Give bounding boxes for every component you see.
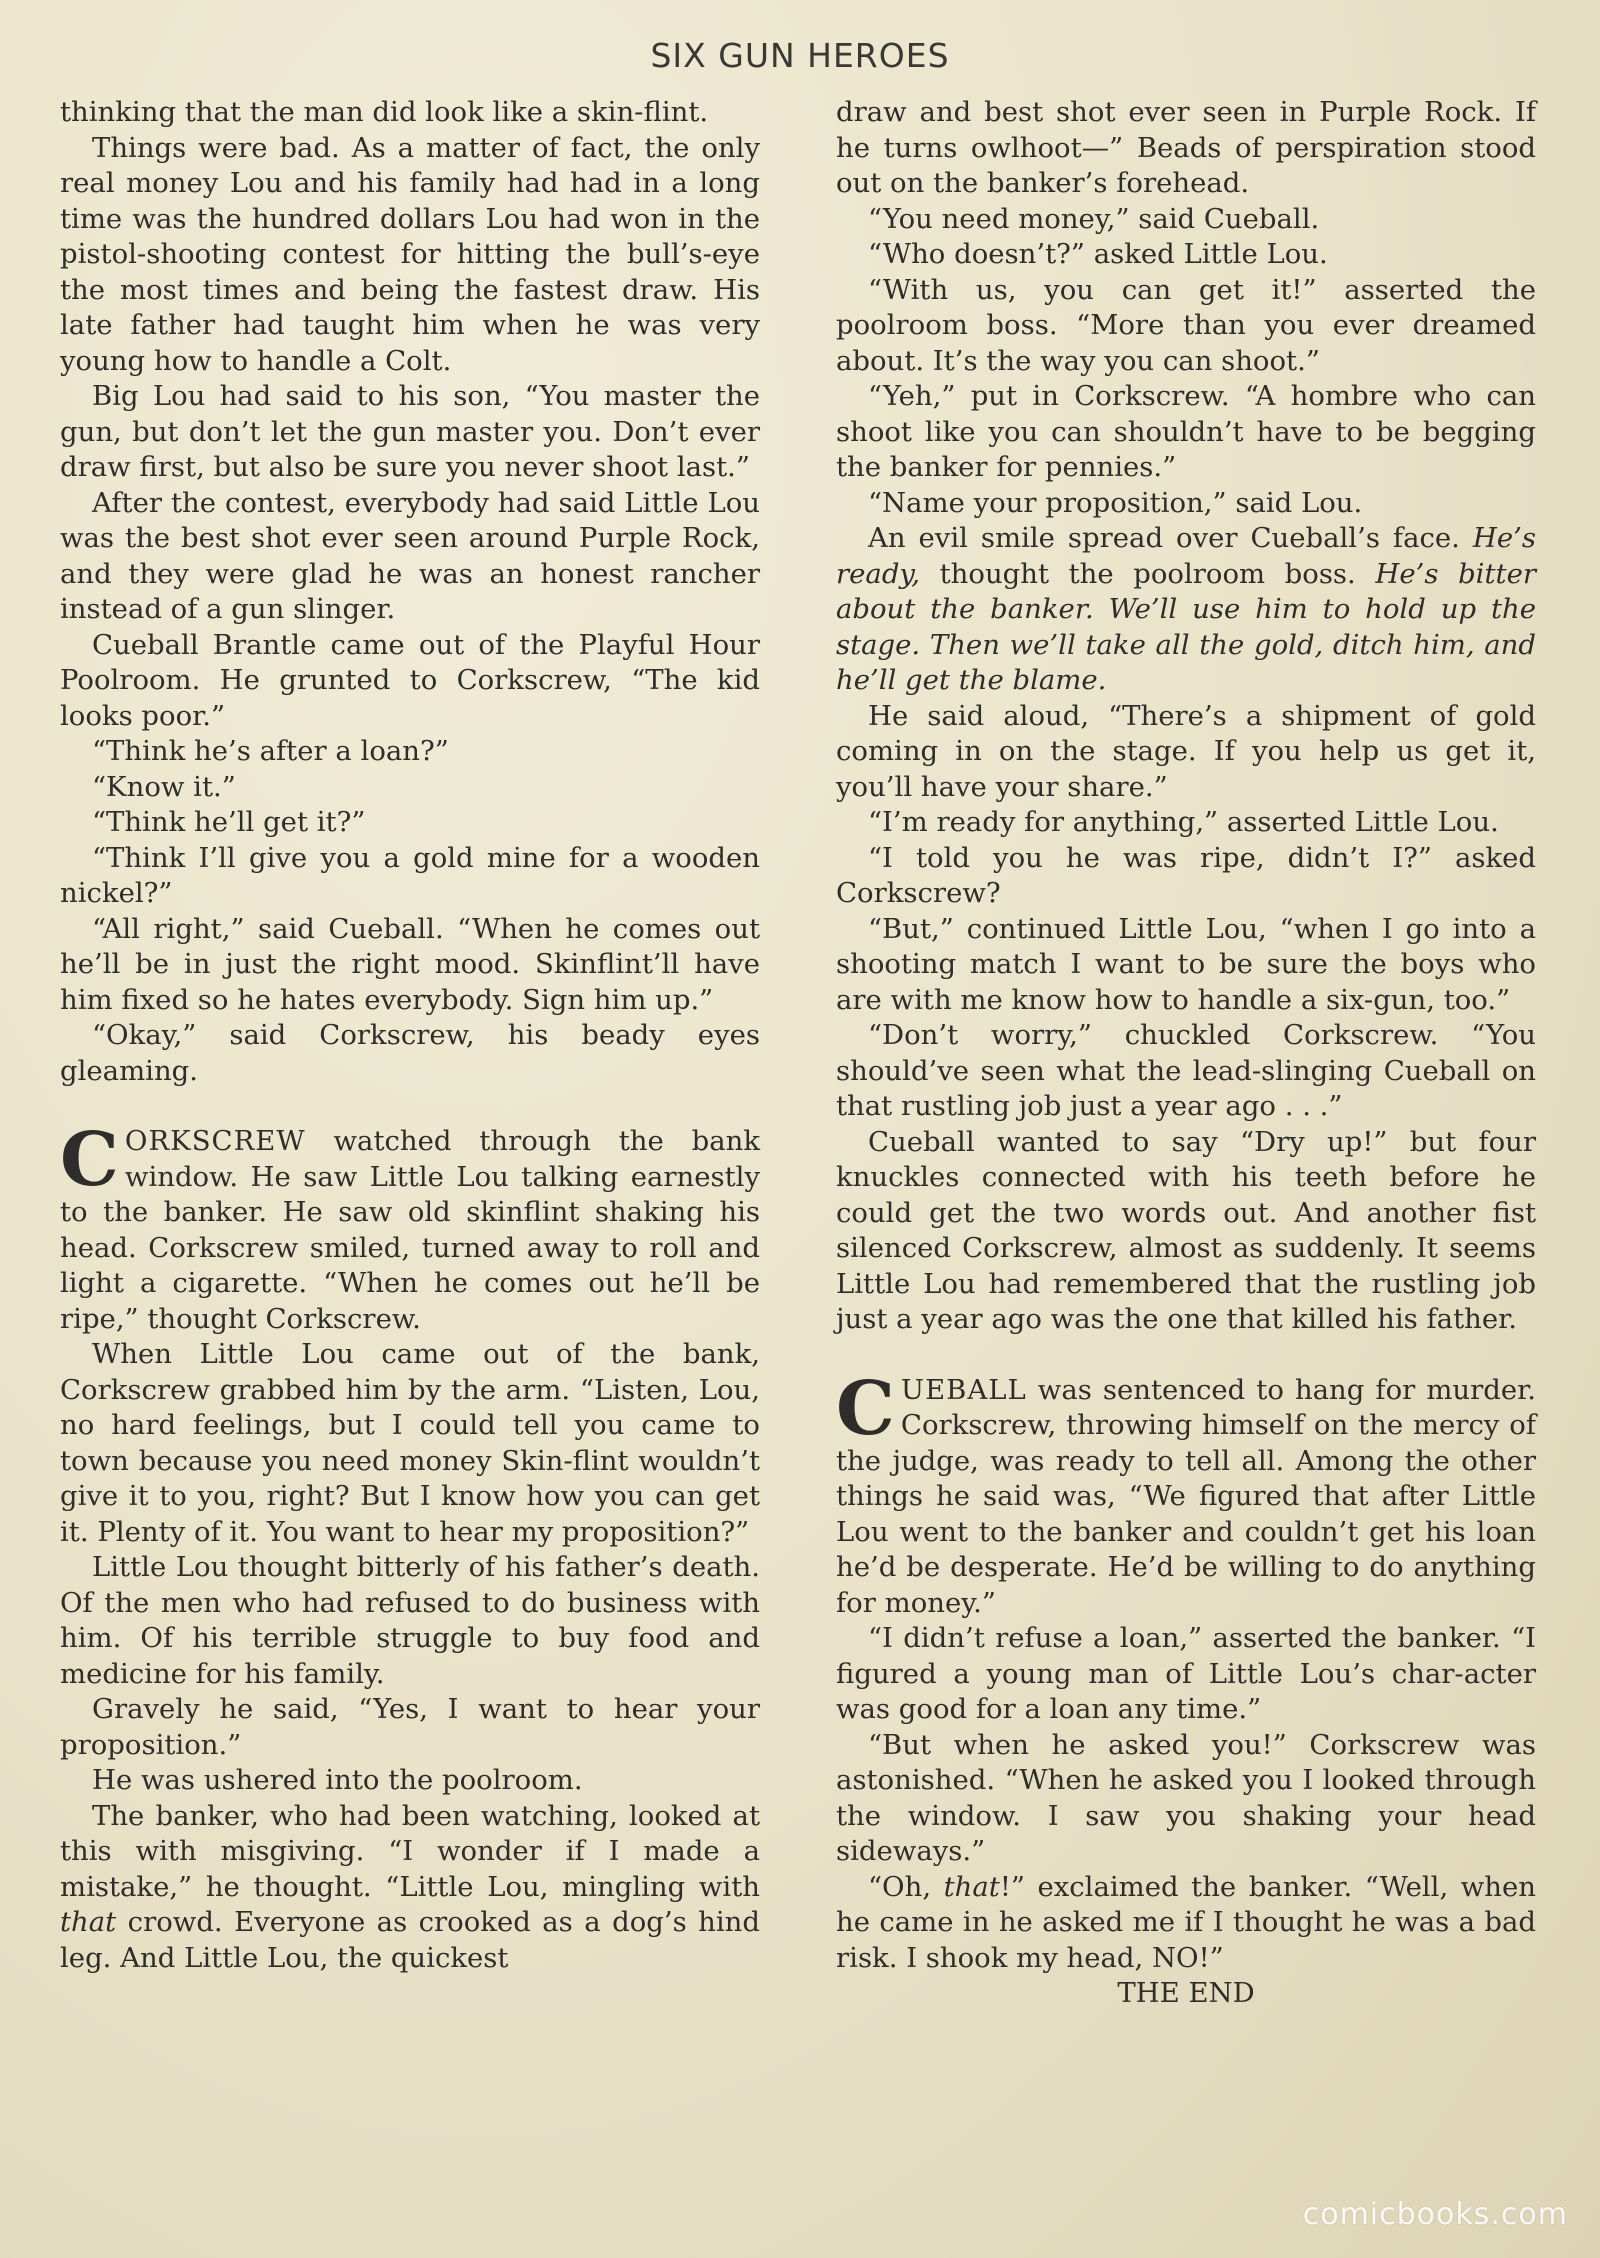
paragraph: “Think he’ll get it?”	[92, 806, 366, 838]
emphasis: He’s ready,	[836, 522, 1536, 590]
paragraph: Things were bad. As a matter of fact, the only real money Lou and his family had had in a long time was the hundred dollars Lou had won in the pistol-shooting contest for hitting the bull’s-eye the most times and being the fastest draw. His late father had taught him when he was very young how to handle a Colt.	[60, 131, 760, 377]
paragraph: “But,” continued Little Lou, “when I go into a shooting match I want to be sure the boys who are with me know how to handle a six-gun, too.”	[836, 912, 1536, 1016]
paragraph: Cueball wanted to say “Dry up!” but four knuckles connected with his teeth before he could get the two words out. And another fist silenced Corkscrew, almost as suddenly. It seems Little Lou had remembered that the rustling job just a year ago was the one that killed his father.	[836, 1125, 1536, 1335]
paragraph: “I’m ready for anything,” asserted Little Lou.	[868, 806, 1499, 838]
paragraph: He said aloud, “There’s a shipment of gold coming in on the stage. If you help us get it, you’ll have your share.”	[836, 699, 1536, 803]
paragraph-text: thought the poolroom boss.	[920, 557, 1376, 590]
paragraph: “Don’t worry,” chuckled Corkscrew. “You should’ve seen what the lead-slinging Cueball on that rustling job just a year ago . . .”	[836, 1019, 1536, 1122]
paragraph: When Little Lou came out of the bank, Corkscrew grabbed him by the arm. “Listen, Lou, no hard feelings, but I could tell you came to town because you need money Skin-flint wouldn’t give it to you, right? But I know how you can get it. Plenty of it. You want to hear my proposition?”	[60, 1338, 760, 1548]
paragraph: thinking that the man did look like a skin-flint.	[60, 96, 709, 128]
paragraph: “All right,” said Cueball. “When he comes out he’ll be in just the right mood. Skinflint’ll have him fixed so he hates everybody. Sign him up.”	[60, 912, 760, 1016]
page-header: SIX GUN HEROES	[650, 36, 950, 75]
the-end-label: THE END	[1117, 1977, 1255, 2009]
drop-cap: C	[836, 1365, 895, 1452]
paragraph: “I told you he was ripe, didn’t I?” asked Corkscrew?	[836, 841, 1536, 909]
emphasis: that	[943, 1870, 1000, 1903]
paragraph: Cueball Brantle came out of the Playful Hour Poolroom. He grunted to Corkscrew, “The kid looks poor.”	[60, 628, 760, 732]
paragraph: “Okay,” said Corkscrew, his beady eyes gleaming.	[60, 1019, 760, 1087]
paragraph: Gravely he said, “Yes, I want to hear your proposition.”	[60, 1693, 760, 1761]
paragraph-text: The banker, who had been watching, looked at this with misgiving. “I wonder if I made a mistake,” he thought. “Little Lou, mingling with	[60, 1799, 760, 1903]
site-watermark: comicbooks.com	[1302, 2197, 1568, 2232]
paragraph: “Think he’s after a loan?”	[92, 735, 449, 767]
paragraph: Big Lou had said to his son, “You master the gun, but don’t let the gun master you. Don’t ever draw first, but also be sure you never shoot last.”	[60, 380, 760, 483]
paragraph: After the contest, everybody had said Little Lou was the best shot ever seen around Purple Rock, and they were glad he was an honest rancher instead of a gun slinger.	[60, 486, 760, 625]
paragraph: “I didn’t refuse a loan,” asserted the banker. “I figured a young man of Little Lou’s char-acter was good for a loan any time.”	[836, 1622, 1536, 1725]
paragraph-text: !” exclaimed the banker. “Well, when he came in he asked me if I thought he was a bad risk. I shook my head, NO!”	[836, 1870, 1536, 1974]
paragraph-text: crowd. Everyone as crooked as a dog’s hind leg. And Little Lou, the quickest	[60, 1906, 760, 1974]
paragraph-text: “Oh,	[868, 1870, 944, 1903]
left-column	[60, 95, 760, 1976]
emphasis: that	[60, 1906, 117, 1938]
paragraph: He was ushered into the poolroom.	[92, 1764, 583, 1796]
paragraph-text: was sentenced to hang for murder. Corkscrew, throwing himself on the mercy of the judge, was ready to tell all. Among the other things he said was, “We figured that after Little Lou went to the banker and couldn’t get his loan he’d be desperate. He’d be willing to do anything for money.”	[836, 1373, 1536, 1619]
paragraph	[836, 1870, 1536, 1977]
paragraph: “But when he asked you!” Corkscrew was astonished. “When he asked you I looked through the window. I saw you shaking your head sideways.”	[836, 1728, 1536, 1867]
paragraph: Little Lou thought bitterly of his father’s death. Of the men who had refused to do business with him. Of his terrible struggle to buy food and medicine for his family.	[60, 1551, 760, 1690]
paragraph	[836, 521, 1536, 699]
paragraph: “Name your proposition,” said Lou.	[868, 486, 1363, 519]
paragraph	[60, 1799, 760, 1977]
paragraph-text: An evil smile spread over Cueball’s face.	[868, 522, 1473, 554]
paragraph: “With us, you can get it!” asserted the poolroom boss. “More than you ever dreamed about. It’s the way you can shoot.”	[836, 273, 1536, 377]
small-caps-lead: ORKSCREW	[124, 1125, 306, 1157]
paragraph: “Who doesn’t?” asked Little Lou.	[868, 238, 1328, 270]
small-caps-lead: UEBALL	[900, 1373, 1027, 1406]
paragraph-text: watched through the bank window. He saw Little Lou talking earnestly to the banker. He saw old skinflint shaking his head. Corkscrew smiled, turned away to roll and light a cigarette. “When he comes out he’ll be ripe,” thought Corkscrew.	[60, 1125, 760, 1335]
right-column	[836, 95, 1536, 2012]
emphasis: He’s bitter about the banker. We’ll use him to hold up the stage. Then we’ll take all the gold, ditch him, and he’ll get the blame.	[836, 557, 1536, 696]
paragraph: “Think I’ll give you a gold mine for a wooden nickel?”	[60, 841, 760, 909]
section-paragraph	[836, 1365, 1536, 1622]
paragraph: “You need money,” said Cueball.	[868, 202, 1320, 235]
paragraph: “Know it.”	[92, 770, 236, 803]
section-paragraph	[60, 1117, 760, 1337]
drop-cap: C	[60, 1117, 119, 1203]
paragraph: “Yeh,” put in Corkscrew. “A hombre who can shoot like you can shouldn’t have to be begging the banker for pennies.”	[836, 380, 1536, 483]
paragraph: draw and best shot ever seen in Purple Rock. If he turns owlhoot—” Beads of perspiration stood out on the banker’s forehead.	[836, 96, 1536, 199]
